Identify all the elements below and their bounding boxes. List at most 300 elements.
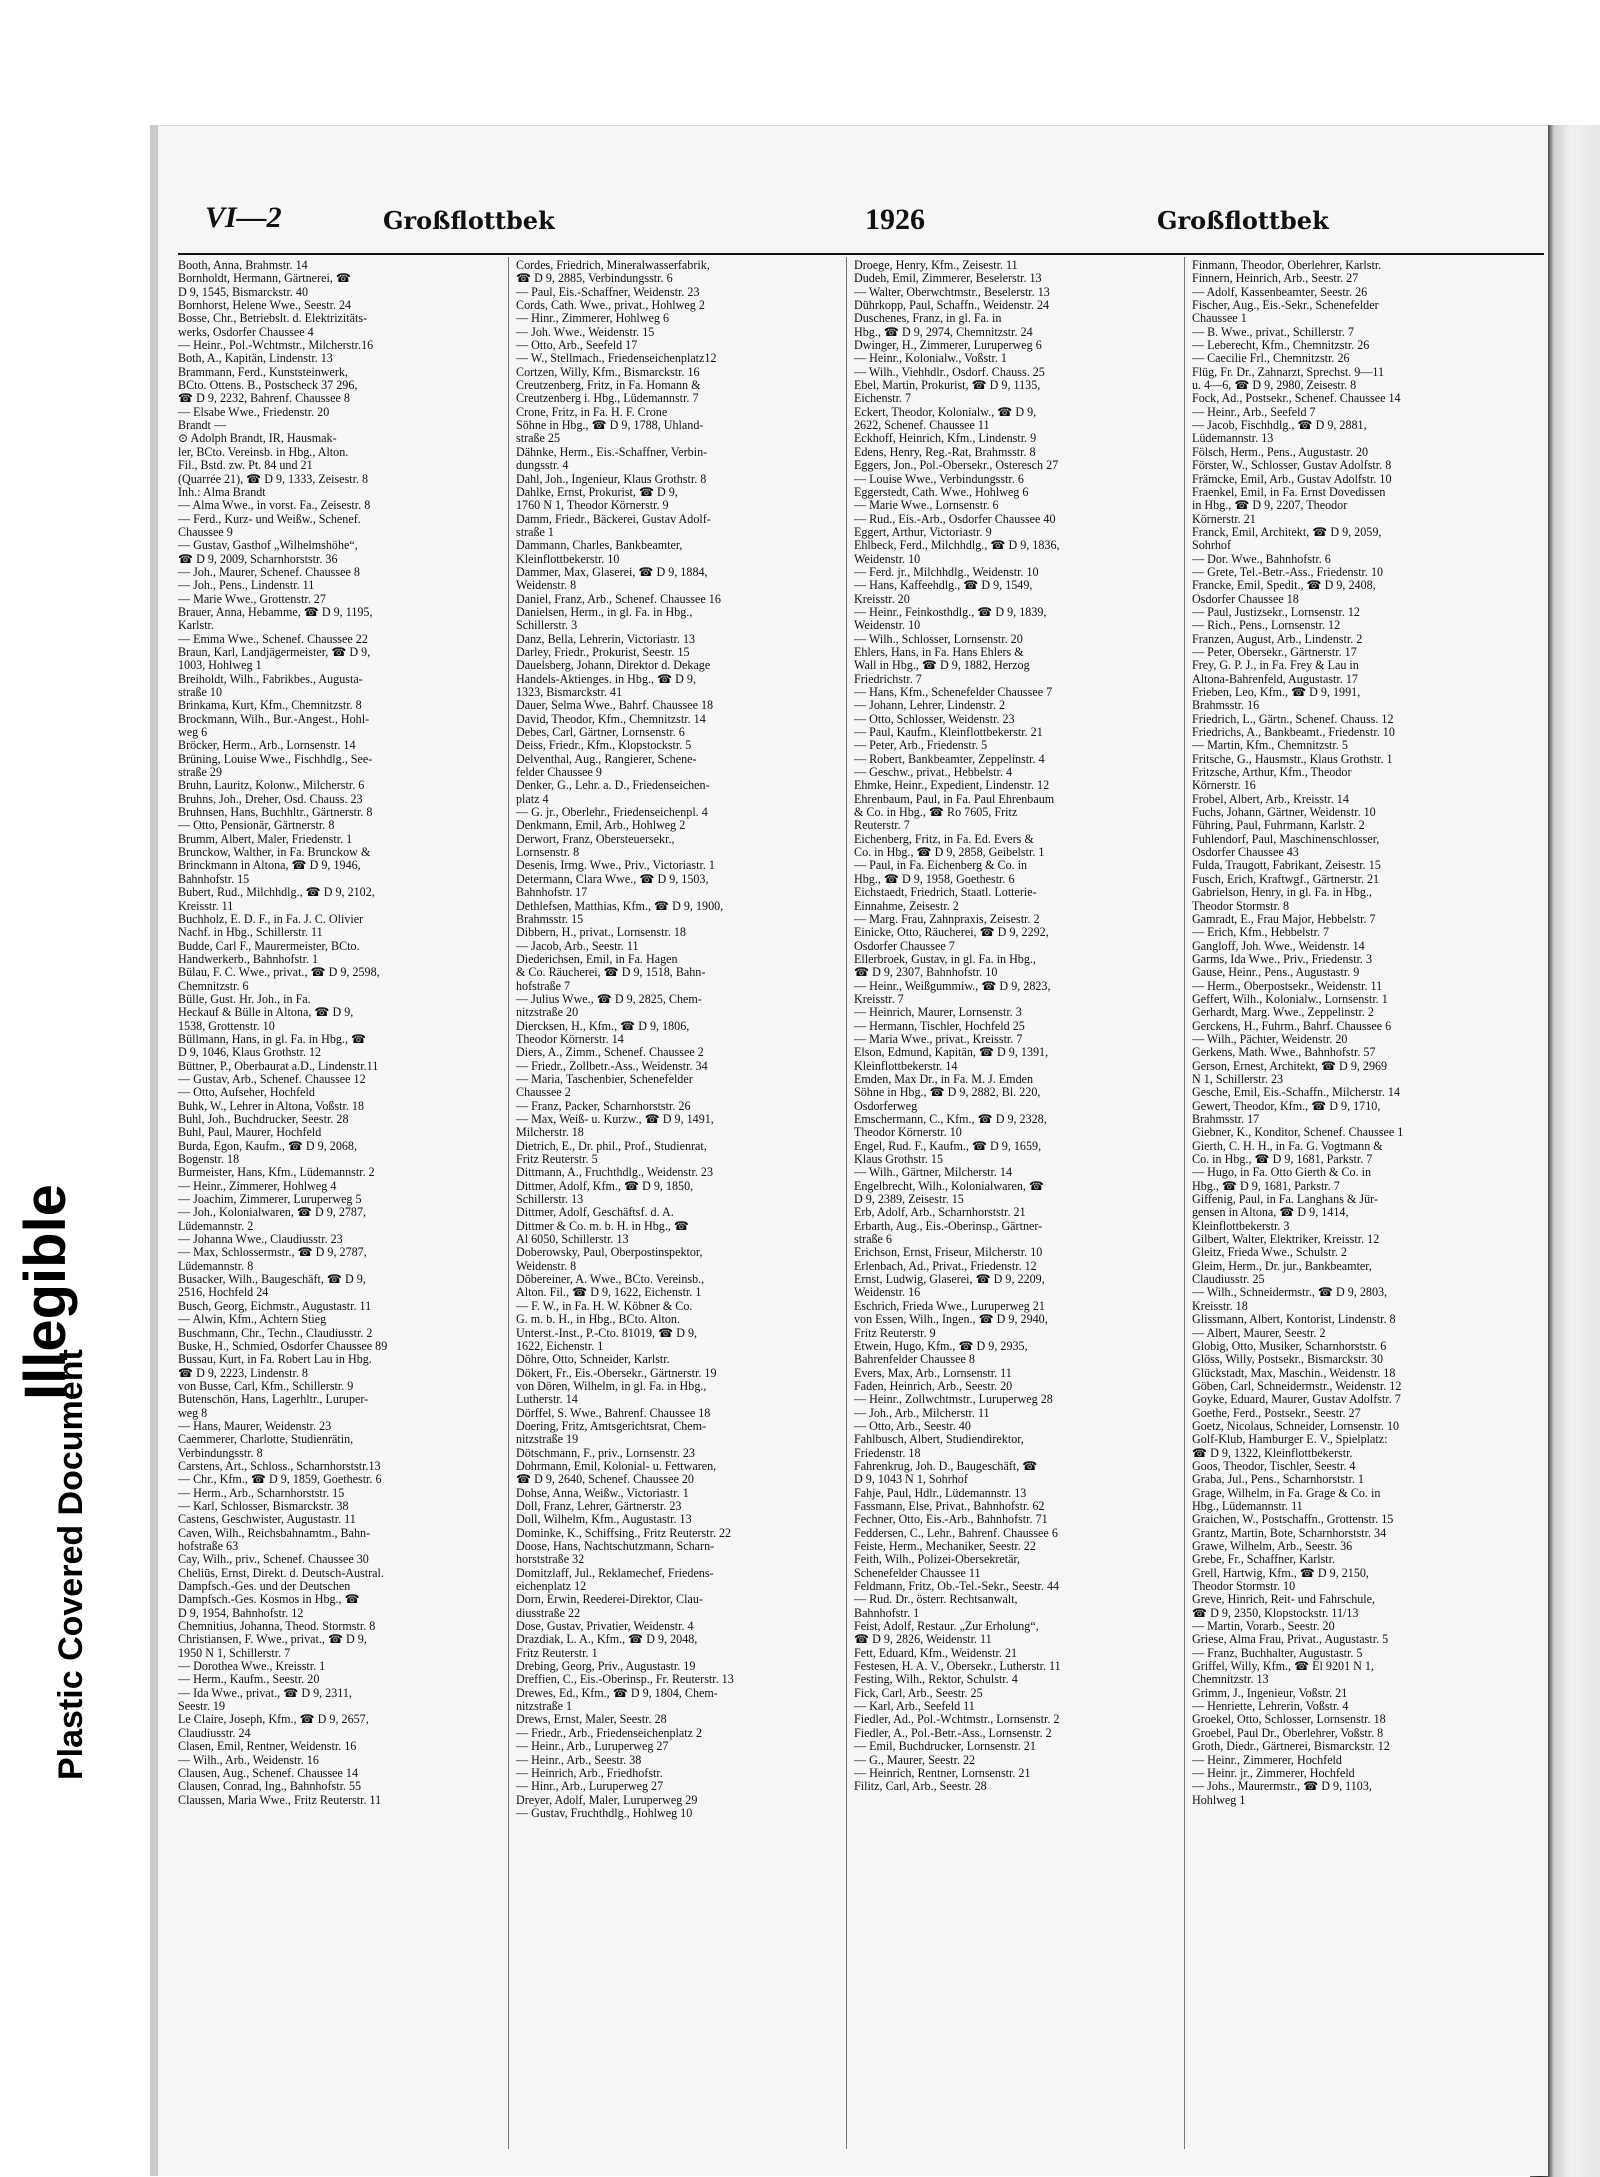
directory-entry-line: Dittmer, Adolf, Geschäftsf. d. A.	[516, 1206, 674, 1220]
directory-entry-line: — Maria, Taschenbier, Schenefelder	[516, 1072, 693, 1086]
directory-entry-line: Feldmann, Fritz, Ob.-Tel.-Sekr., Seestr. 44	[854, 1580, 1060, 1594]
directory-entry-line: — Marie Wwe., Lornsenstr. 6	[854, 499, 999, 513]
directory-entry-line: — Heinr., Arb., Seestr. 38	[516, 1753, 642, 1767]
directory-entry-line: — Wilh., Gärtner, Milcherstr. 14	[854, 1166, 1013, 1180]
directory-entry-line: Ebel, Martin, Prokurist, ☎ D 9, 1135,	[854, 379, 1041, 393]
directory-entry-line: Erb, Adolf, Arb., Scharnhorststr. 21	[854, 1206, 1026, 1220]
directory-entry-line: Al 6050, Schillerstr. 13	[516, 1233, 629, 1247]
directory-entry-line: Fick, Carl, Arb., Seestr. 25	[854, 1686, 983, 1700]
directory-entry-line: Dominke, K., Schiffsing., Fritz Reuterstr. 22	[516, 1526, 732, 1540]
directory-entry-line: — Geschw., privat., Hebbelstr. 4	[854, 766, 1013, 780]
directory-entry-line: Crone, Fritz, in Fa. H. F. Crone	[516, 405, 668, 419]
directory-entry-line: Dampfsch.-Ges. und der Deutschen	[178, 1580, 351, 1594]
directory-entry-line: Brinckmann in Altona, ☎ D 9, 1946,	[178, 859, 361, 873]
directory-entry-line: — Rich., Pens., Lornsenstr. 12	[1192, 619, 1341, 633]
directory-entry-line: Eichenstr. 7	[854, 392, 912, 406]
directory-entry-line: — Heinr., Pol.-Wchtmstr., Milcherstr.16	[178, 339, 374, 353]
directory-entry-line: Denker, G., Lehr. a. D., Friedenseichen-	[516, 779, 710, 793]
directory-entry-line: Chaussee 1	[1192, 312, 1247, 326]
directory-entry-line: Glissmann, Albert, Kontorist, Lindenstr. 8	[1192, 1313, 1396, 1327]
directory-entry-line: Handwerkerb., Bahnhofstr. 1	[178, 952, 319, 966]
directory-entry-line: Brandt —	[178, 419, 227, 433]
directory-entry-line: — Ida Wwe., privat., ☎ D 9, 2311,	[178, 1686, 352, 1700]
column-divider	[1184, 257, 1185, 2149]
directory-entry-line: — G. jr., Oberlehr., Friedenseichenpl. 4	[516, 806, 708, 820]
directory-entry-line: — Karl, Arb., Seefeld 11	[854, 1700, 975, 1714]
directory-entry-line: ☎ D 9, 1322, Kleinflottbekerstr.	[1192, 1446, 1353, 1460]
directory-entry-line: Flüg, Fr. Dr., Zahnarzt, Sprechst. 9—11	[1192, 365, 1385, 379]
directory-entry-line: — Otto, Arb., Seefeld 17	[516, 339, 638, 353]
directory-entry-line: Feist, Adolf, Restaur. „Zur Erholung“,	[854, 1620, 1039, 1634]
directory-entry-line: G. m. b. H., in Hbg., BCto. Alton.	[516, 1313, 680, 1327]
directory-entry-line: — Joh., Maurer, Schenef. Chaussee 8	[178, 565, 360, 579]
directory-entry-line: Dittmann, A., Fruchthdlg., Weidenstr. 23	[516, 1166, 713, 1180]
directory-entry-line: — Herm., Arb., Scharnhorststr. 15	[178, 1486, 345, 1500]
directory-entry-line: — Martin, Vorarb., Seestr. 20	[1192, 1620, 1335, 1634]
directory-entry-line: Filitz, Carl, Arb., Seestr. 28	[854, 1780, 987, 1794]
directory-entry-line: — Martin, Kfm., Chemnitzstr. 5	[1192, 739, 1348, 753]
directory-entry-line: von Busse, Carl, Kfm., Schillerstr. 9	[178, 1379, 354, 1393]
directory-entry-line: Kreisstr. 11	[178, 899, 234, 913]
directory-entry-line: Eggers, Jon., Pol.-Obersekr., Osteresch 27	[854, 459, 1059, 473]
directory-entry-line: BCto. Ottens. B., Postscheck 37 296,	[178, 379, 358, 393]
directory-entry-line: Brahmsstr. 16	[1192, 699, 1260, 713]
directory-entry-line: Einicke, Otto, Räucherei, ☎ D 9, 2292,	[854, 926, 1049, 940]
directory-entry-line: — Herm., Oberpostsekr., Weidenstr. 11	[1192, 979, 1383, 993]
directory-entry-line: Fölsch, Herm., Pens., Augustastr. 20	[1192, 445, 1369, 459]
directory-entry-line: Determann, Clara Wwe., ☎ D 9, 1503,	[516, 872, 709, 886]
directory-entry-line: Castens, Geschwister, Augustastr. 11	[178, 1513, 356, 1527]
directory-entry-line: ⊙ Adolph Brandt, IR, Hausmak-	[178, 432, 337, 446]
directory-entry-line: Kreisstr. 20	[854, 592, 910, 606]
directory-entry-line: — Heinr., Feinkosthdlg., ☎ D 9, 1839,	[854, 605, 1047, 619]
directory-entry-line: Greve, Hinrich, Reit- und Fahrschule,	[1192, 1593, 1376, 1607]
directory-entry-line: Dibbern, H., privat., Lornsenstr. 18	[516, 926, 686, 940]
directory-entry-line: Brunckow, Walther, in Fa. Brunckow &	[178, 846, 371, 860]
directory-entry-line: Graba, Jul., Pens., Scharnhorststr. 1	[1192, 1473, 1364, 1487]
directory-entry-line: — Emil, Buchdrucker, Lornsenstr. 21	[854, 1740, 1036, 1754]
directory-entry-line: Brauer, Anna, Hebamme, ☎ D 9, 1195,	[178, 605, 373, 619]
directory-entry-line: Altona-Bahrenfeld, Augustastr. 17	[1192, 672, 1358, 686]
directory-entry-line: — Heinrich, Maurer, Lornsenstr. 3	[854, 1006, 1022, 1020]
directory-entry-line: Sohrhof	[1192, 539, 1231, 553]
directory-entry-line: Both, A., Kapitän, Lindenstr. 13	[178, 352, 333, 366]
directory-entry-line: 2516, Hochfeld 24	[178, 1286, 269, 1300]
directory-entry-line: Osdorfer Chaussee 7	[854, 939, 955, 953]
directory-entry-line: Eichstaedt, Friedrich, Staatl. Lotterie-	[854, 886, 1037, 900]
directory-entry-line: — Adolf, Kassenbeamter, Seestr. 26	[1192, 285, 1368, 299]
directory-entry-line: Eckhoff, Heinrich, Kfm., Lindenstr. 9	[854, 432, 1037, 446]
directory-entry-line: ☎ D 9, 2232, Bahrenf. Chaussee 8	[178, 392, 350, 406]
directory-entry-line: Gabrielson, Henry, in gl. Fa. in Hbg.,	[1192, 886, 1372, 900]
directory-entry-line: 2622, Schenef. Chaussee 11	[854, 419, 990, 433]
directory-entry-line: Elson, Edmund, Kapitän, ☎ D 9, 1391,	[854, 1046, 1049, 1060]
directory-entry-line: Fritz Reuterstr. 1	[516, 1646, 598, 1660]
directory-entry-line: Theodor Stormstr. 10	[1192, 1580, 1296, 1594]
directory-entry-line: Büttner, P., Oberbaurat a.D., Lindenstr.11	[178, 1059, 379, 1073]
directory-entry-line: Dudeh, Emil, Zimmerer, Beselerstr. 13	[854, 272, 1042, 286]
directory-entry-line: Busch, Georg, Eichmstr., Augustastr. 11	[178, 1299, 372, 1313]
directory-entry-line: Frey, G. P. J., in Fa. Frey & Lau in	[1192, 659, 1359, 673]
directory-entry-line: Bussau, Kurt, in Fa. Robert Lau in Hbg.	[178, 1353, 372, 1367]
directory-entry-line: Döhre, Otto, Schneider, Karlstr.	[516, 1353, 670, 1367]
directory-entry-line: weg 8	[178, 1406, 208, 1420]
directory-entry-line: Brockmann, Wilh., Bur.-Angest., Hohl-	[178, 712, 370, 726]
directory-entry-line: Fritzsche, Arthur, Kfm., Theodor	[1192, 766, 1352, 780]
directory-entry-line: Friedrich, L., Gärtn., Schenef. Chauss. 12	[1192, 712, 1394, 726]
directory-entry-line: — G., Maurer, Seestr. 22	[854, 1753, 976, 1767]
directory-entry-line: — F. W., in Fa. H. W. Köbner & Co.	[516, 1299, 693, 1313]
directory-entry-line: Clausen, Conrad, Ing., Bahnhofstr. 55	[178, 1780, 362, 1794]
directory-entry-line: — Marie Wwe., Grottenstr. 27	[178, 592, 326, 606]
directory-entry-line: Kleinflottbekerstr. 3	[1192, 1219, 1290, 1233]
directory-entry-line: Karlstr.	[178, 619, 214, 633]
directory-entry-line: — Paul, Kaufm., Kleinflottbekerstr. 21	[854, 726, 1043, 740]
directory-entry-line: diusstraße 22	[516, 1606, 581, 1620]
directory-entry-line: Buhl, Paul, Maurer, Hochfeld	[178, 1126, 322, 1140]
directory-entry-line: Kreisstr. 7	[854, 992, 904, 1006]
directory-entry-line: — Erich, Kfm., Hebbelstr. 7	[1192, 926, 1330, 940]
directory-entry-line: — Robert, Bankbeamter, Zeppelinstr. 4	[854, 752, 1045, 766]
directory-entry-line: — Heinr., Kolonialw., Voßstr. 1	[854, 352, 1007, 366]
directory-entry-line: — Hugo, in Fa. Otto Gierth & Co. in	[1192, 1166, 1372, 1180]
directory-entry-line: Lüdemannstr. 8	[178, 1259, 254, 1273]
directory-entry-line: — Caecilie Frl., Chemnitzstr. 26	[1192, 352, 1350, 366]
directory-entry-line: Cords, Cath. Wwe., privat., Hohlweg 2	[516, 299, 705, 313]
column-divider	[508, 257, 509, 2149]
directory-entry-line: eichenplatz 12	[516, 1580, 587, 1594]
directory-entry-line: u. 4—6, ☎ D 9, 2980, Zeisestr. 8	[1192, 379, 1357, 393]
column-3	[854, 259, 1174, 2149]
directory-entry-line: Bülle, Gust. Hr. Joh., in Fa.	[178, 992, 311, 1006]
directory-entry-line: & Co. Räucherei, ☎ D 9, 1518, Bahn-	[516, 966, 706, 980]
directory-entry-line: Delventhal, Aug., Rangierer, Schene-	[516, 752, 697, 766]
directory-entry-line: Franzen, August, Arb., Lindenstr. 2	[1192, 632, 1363, 646]
directory-entry-line: Fuchs, Johann, Gärtner, Weidenstr. 10	[1192, 806, 1376, 820]
directory-entry-line: ☎ D 9, 2009, Scharnhorststr. 36	[178, 552, 338, 566]
directory-entry-line: Lutherstr. 14	[516, 1393, 578, 1407]
directory-entry-line: Gamradt, E., Frau Major, Hebbelstr. 7	[1192, 912, 1376, 926]
directory-entry-line: Verbindungsstr. 8	[178, 1446, 263, 1460]
directory-entry-line: — Wilh., Pächter, Weidenstr. 20	[1192, 1032, 1348, 1046]
directory-entry-line: Denkmann, Emil, Arb., Hohlweg 2	[516, 819, 686, 833]
directory-entry-line: Grawe, Wilhelm, Arb., Seestr. 36	[1192, 1540, 1353, 1553]
directory-entry-line: 1622, Eichenstr. 1	[516, 1339, 604, 1353]
directory-entry-line: Erbarth, Aug., Eis.-Oberinsp., Gärtner-	[854, 1219, 1043, 1233]
directory-entry-line: Dahl, Joh., Ingenieur, Klaus Grothstr. 8	[516, 472, 707, 486]
directory-entry-line: — Hinr., Zimmerer, Hohlweg 6	[516, 312, 670, 326]
directory-entry-line: Engel, Rud. F., Kaufm., ☎ D 9, 1659,	[854, 1139, 1042, 1153]
directory-entry-line: Osdorfer Chaussee 43	[1192, 846, 1299, 860]
directory-entry-line: ☎ D 9, 2885, Verbindungsstr. 6	[516, 272, 673, 286]
directory-entry-line: — B. Wwe., privat., Schillerstr. 7	[1192, 325, 1355, 339]
directory-entry-line: Clasen, Emil, Rentner, Weidenstr. 16	[178, 1740, 357, 1754]
directory-entry-line: — Dor. Wwe., Bahnhofstr. 6	[1192, 552, 1331, 566]
directory-entry-line: 1323, Bismarckstr. 41	[516, 686, 623, 699]
directory-entry-line: Weidenstr. 8	[516, 1259, 577, 1273]
directory-entry-line: Erlenbach, Ad., Privat., Friedenstr. 12	[854, 1259, 1037, 1273]
directory-entry-line: Ehrenbaum, Paul, in Fa. Paul Ehrenbaum	[854, 792, 1055, 806]
directory-entry-line: Feiste, Herm., Mechaniker, Seestr. 22	[854, 1540, 1036, 1553]
directory-entry-line: Damm, Friedr., Bäckerei, Gustav Adolf-	[516, 512, 711, 526]
column-2	[516, 259, 836, 2149]
directory-entry-line: Dreffien, C., Eis.-Oberinsp., Fr. Reuterstr. 13	[516, 1673, 734, 1687]
directory-entry-line: Doll, Wilhelm, Kfm., Augustastr. 13	[516, 1513, 692, 1527]
directory-entry-line: Fil., Bstd. zw. Pt. 84 und 21	[178, 459, 313, 473]
directory-entry-line: Bosse, Chr., Betriebslt. d. Elektrizitäts-	[178, 312, 368, 326]
column-1	[178, 259, 498, 2149]
directory-entry-line: 1760 N 1, Theodor Körnerstr. 9	[516, 499, 669, 513]
directory-entry-line: Gangloff, Joh. Wwe., Weidenstr. 14	[1192, 939, 1365, 953]
directory-entry-line: Fahlbusch, Albert, Studiendirektor,	[854, 1433, 1024, 1447]
directory-entry-line: gensen in Altona, ☎ D 9, 1414,	[1192, 1206, 1349, 1220]
directory-entry-line: — Heinrich, Arb., Friedhofstr.	[516, 1766, 663, 1780]
directory-entry-line: — Albert, Maurer, Seestr. 2	[1192, 1326, 1326, 1340]
left-running-title: Großflottbek	[383, 206, 555, 235]
directory-entry-line: (Quarrée 21), ☎ D 9, 1333, Zeisestr. 8	[178, 472, 369, 486]
directory-entry-line: Evers, Max, Arb., Lornsenstr. 11	[854, 1366, 1012, 1380]
directory-entry-line: Engelbrecht, Wilh., Kolonialwaren, ☎	[854, 1179, 1044, 1193]
directory-entry-line: Schillerstr. 13	[516, 1193, 584, 1207]
directory-entry-line: — Grete, Tel.-Betr.-Ass., Friedenstr. 10	[1192, 565, 1384, 579]
directory-entry-line: horststraße 32	[516, 1553, 585, 1567]
directory-entry-line: Claudiusstr. 24	[178, 1726, 251, 1740]
directory-entry-line: Erichson, Ernst, Friseur, Milcherstr. 10	[854, 1246, 1043, 1260]
directory-entry-line: Dietrich, E., Dr. phil., Prof., Studienrat,	[516, 1139, 707, 1153]
directory-entry-line: — Wilh., Schlosser, Lornsenstr. 20	[854, 632, 1023, 646]
directory-entry-line: Groth, Diedr., Gärtnerei, Bismarckstr. 12	[1192, 1740, 1390, 1754]
directory-entry-line: D 9, 1545, Bismarckstr. 40	[178, 285, 309, 299]
directory-entry-line: Braun, Karl, Landjägermeister, ☎ D 9,	[178, 645, 371, 659]
directory-entry-line: — Hinr., Arb., Luruperweg 27	[516, 1780, 664, 1794]
directory-entry-line: Dörffel, S. Wwe., Bahrenf. Chaussee 18	[516, 1406, 711, 1420]
directory-entry-line: — Wilh., Viehhdlr., Osdorf. Chauss. 25	[854, 365, 1045, 379]
directory-entry-line: — Otto, Schlosser, Weidenstr. 23	[854, 712, 1015, 726]
directory-entry-line: Reuterstr. 7	[854, 819, 910, 833]
directory-entry-line: Domitzlaff, Jul., Reklamechef, Friedens-	[516, 1566, 714, 1580]
directory-entry-line: — Franz, Packer, Scharnhorststr. 26	[516, 1099, 691, 1113]
directory-entry-line: Francke, Emil, Spedit., ☎ D 9, 2408,	[1192, 579, 1376, 593]
directory-entry-line: Caven, Wilh., Reichsbahnamtm., Bahn-	[178, 1526, 371, 1540]
directory-entry-line: D 9, 1043 N 1, Sohrhof	[854, 1473, 968, 1487]
directory-entry-line: Schillerstr. 3	[516, 619, 578, 633]
directory-entry-line: — Walter, Oberwchtmstr., Beselerstr. 13	[854, 285, 1050, 299]
directory-entry-line: werks, Osdorfer Chaussee 4	[178, 325, 314, 339]
directory-entry-line: Ernst, Ludwig, Glaserei, ☎ D 9, 2209,	[854, 1273, 1045, 1287]
directory-entry-line: Milcherstr. 18	[516, 1126, 584, 1140]
directory-entry-line: — Herm., Kaufm., Seestr. 20	[178, 1673, 320, 1687]
directory-entry-line: Glöss, Willy, Postsekr., Bismarckstr. 30	[1192, 1353, 1384, 1367]
directory-entry-line: — Ferd. jr., Milchhdlg., Weidenstr. 10	[854, 565, 1039, 579]
directory-entry-line: Inh.: Alma Brandt	[178, 485, 266, 499]
directory-entry-line: hofstraße 7	[516, 979, 571, 993]
directory-entry-line: — Franz, Buchhalter, Augustastr. 5	[1192, 1646, 1363, 1660]
directory-entry-line: Einnahme, Zeisestr. 2	[854, 899, 959, 913]
directory-entry-line: Weidenstr. 10	[854, 552, 921, 566]
directory-entry-line: — Peter, Obersekr., Gärtnerstr. 17	[1192, 645, 1357, 659]
directory-page	[150, 125, 1548, 2176]
directory-entry-line: Buchholz, E. D. F., in Fa. J. C. Olivier	[178, 912, 364, 926]
directory-entry-line: Hohlweg 1	[1192, 1793, 1246, 1807]
directory-entry-line: Eschrich, Frieda Wwe., Luruperweg 21	[854, 1299, 1045, 1313]
directory-entry-line: Grebe, Fr., Schaffner, Karlstr.	[1192, 1553, 1336, 1567]
directory-entry-line: — Hans, Kfm., Schenefelder Chaussee 7	[854, 686, 1053, 699]
directory-entry-line: — Heinr., Arb., Luruperweg 27	[516, 1740, 669, 1754]
directory-entry-line: — Dorothea Wwe., Kreisstr. 1	[178, 1660, 326, 1674]
directory-entry-line: Heckauf & Bülle in Altona, ☎ D 9,	[178, 1006, 354, 1020]
directory-entry-line: Fritz Reuterstr. 5	[516, 1153, 598, 1167]
directory-entry-line: Cay, Wilh., priv., Schenef. Chaussee 30	[178, 1553, 369, 1567]
directory-entry-line: Weidenstr. 16	[854, 1286, 921, 1300]
directory-entry-line: & Co. in Hbg., ☎ Ro 7605, Fritz	[854, 806, 1018, 820]
directory-entry-line: Grage, Wilhelm, in Fa. Grage & Co. in	[1192, 1486, 1381, 1500]
directory-entry-line: Clausen, Aug., Schenef. Chaussee 14	[178, 1766, 359, 1780]
directory-entry-line: — Jacob, Arb., Seestr. 11	[516, 939, 639, 953]
directory-entry-line: Buschmann, Chr., Techn., Claudiusstr. 2	[178, 1326, 373, 1340]
directory-entry-line: — Joh., Arb., Milcherstr. 11	[854, 1406, 990, 1420]
directory-entry-line: Dohse, Anna, Weißw., Victoriastr. 1	[516, 1486, 689, 1500]
directory-entry-line: — Marg. Frau, Zahnpraxis, Zeisestr. 2	[854, 912, 1040, 926]
directory-entry-line: Caemmerer, Charlotte, Studienrätin,	[178, 1433, 354, 1447]
directory-entry-line: straße 25	[516, 432, 560, 446]
directory-entry-line: Emschermann, C., Kfm., ☎ D 9, 2328,	[854, 1113, 1047, 1126]
directory-entry-line: ☎ D 9, 2640, Schenef. Chaussee 20	[516, 1473, 694, 1487]
directory-entry-line: Christiansen, F. Wwe., privat., ☎ D 9,	[178, 1633, 367, 1647]
directory-entry-line: Fahje, Paul, Hdlr., Lüdemannstr. 13	[854, 1486, 1027, 1500]
directory-entry-line: — Wilh., Schneidermstr., ☎ D 9, 2803,	[1192, 1286, 1388, 1300]
directory-entry-line: ☎ D 9, 2223, Lindenstr. 8	[178, 1366, 308, 1380]
directory-entry-line: — Maria Wwe., privat., Kreisstr. 7	[854, 1032, 1023, 1046]
directory-entry-line: Debes, Carl, Gärtner, Lornsenstr. 6	[516, 726, 685, 740]
directory-entry-line: Fiedler, Ad., Pol.-Wchtmstr., Lornsenstr. 2	[854, 1713, 1060, 1727]
directory-entry-line: — Chr., Kfm., ☎ D 9, 1859, Goethestr. 6	[178, 1473, 382, 1487]
directory-entry-line: Frieben, Leo, Kfm., ☎ D 9, 1991,	[1192, 686, 1361, 699]
directory-entry-line: Osdorferweg	[854, 1099, 918, 1113]
directory-entry-line: N 1, Schillerstr. 23	[1192, 1072, 1284, 1086]
illegible-stamp	[12, 1080, 122, 1780]
directory-entry-line: — Johs., Maurermstr., ☎ D 9, 1103,	[1192, 1780, 1372, 1794]
directory-entry-line: Söhne in Hbg., ☎ D 9, 1788, Uhland-	[516, 419, 704, 433]
directory-entry-line: Drewes, Ed., Kfm., ☎ D 9, 1804, Chem-	[516, 1686, 718, 1700]
directory-entry-line: Bahrenfelder Chaussee 8	[854, 1353, 975, 1367]
directory-entry-line: Frobel, Albert, Arb., Kreisstr. 14	[1192, 792, 1349, 806]
directory-entry-line: Chaussee 9	[178, 525, 233, 539]
directory-entry-line: Dethlefsen, Matthias, Kfm., ☎ D 9, 1900,	[516, 899, 724, 913]
directory-entry-line: Eckert, Theodor, Kolonialw., ☎ D 9,	[854, 405, 1037, 419]
directory-entry-line: — Heinr. jr., Zimmerer, Hochfeld	[1192, 1766, 1355, 1780]
directory-entry-line: ☎ D 9, 2826, Weidenstr. 11	[854, 1633, 992, 1647]
directory-entry-line: — Friedr., Arb., Friedenseichenplatz 2	[516, 1726, 703, 1740]
directory-entry-line: Buhk, W., Lehrer in Altona, Voßstr. 18	[178, 1099, 364, 1113]
directory-entry-line: Claussen, Maria Wwe., Fritz Reuterstr. 11	[178, 1793, 382, 1807]
directory-entry-line: Weidenstr. 8	[516, 579, 577, 593]
directory-entry-line: Graichen, W., Postschaffn., Grottenstr. 15	[1192, 1513, 1394, 1527]
directory-entry-line: Co. in Hbg., ☎ D 9, 2858, Geibelstr. 1	[854, 846, 1045, 860]
directory-entry-line: — Heinr., Zimmerer, Hochfeld	[1192, 1753, 1342, 1767]
directory-entry-line: Bahnhofstr. 17	[516, 886, 588, 900]
directory-entry-line: Gierth, C. H. H., in Fa. G. Vogtmann &	[1192, 1139, 1383, 1153]
directory-entry-line: Främcke, Emil, Arb., Gustav Adolfstr. 10	[1192, 472, 1392, 486]
directory-entry-line: — Joh., Pens., Lindenstr. 11	[178, 579, 315, 593]
directory-entry-line: Booth, Anna, Brahmstr. 14	[178, 259, 308, 272]
scan-margin	[0, 0, 150, 2177]
directory-entry-line: Feddersen, C., Lehr., Bahrenf. Chaussee 6	[854, 1526, 1058, 1540]
directory-entry-line: Seestr. 19	[178, 1700, 226, 1714]
directory-entry-line: D 9, 1046, Klaus Grothstr. 12	[178, 1046, 322, 1060]
directory-entry-line: D 9, 2389, Zeisestr. 15	[854, 1193, 964, 1207]
directory-entry-line: Daniel, Franz, Arb., Schenef. Chaussee 16	[516, 592, 721, 606]
directory-entry-line: — Hans, Maurer, Weidenstr. 23	[178, 1419, 332, 1433]
directory-entry-line: Breiholdt, Wilh., Fabrikbes., Augusta-	[178, 672, 363, 686]
directory-entry-line: Grell, Hartwig, Kfm., ☎ D 9, 2150,	[1192, 1566, 1369, 1580]
directory-entry-line: Emden, Max Dr., in Fa. M. J. Emden	[854, 1072, 1034, 1086]
directory-entry-line: Kreisstr. 18	[1192, 1299, 1248, 1313]
directory-entry-line: Drews, Ernst, Maler, Seestr. 28	[516, 1713, 667, 1727]
directory-entry-line: Griese, Alma Frau, Privat., Augustastr. 5	[1192, 1633, 1389, 1647]
directory-entry-line: Theodor Körnerstr. 10	[854, 1126, 962, 1140]
directory-entry-line: Gerson, Ernest, Architekt, ☎ D 9, 2969	[1192, 1059, 1388, 1073]
directory-entry-line: Groekel, Otto, Schlosser, Lornsenstr. 18	[1192, 1713, 1386, 1727]
page-header	[205, 201, 1535, 241]
right-running-title: Großflottbek	[1157, 206, 1329, 235]
directory-entry-line: Goethe, Ferd., Postsekr., Seestr. 27	[1192, 1406, 1361, 1420]
directory-entry-line: Alton. Fil., ☎ D 9, 1622, Eichenstr. 1	[516, 1286, 702, 1300]
directory-entry-line: Etwein, Hugo, Kfm., ☎ D 9, 2935,	[854, 1339, 1028, 1353]
directory-entry-line: Buhl, Joh., Buchdrucker, Seestr. 28	[178, 1113, 349, 1126]
directory-entry-line: Fahrenkrug, Joh. D., Baugeschäft, ☎	[854, 1459, 1038, 1473]
directory-entry-line: Drebing, Georg, Priv., Augustastr. 19	[516, 1660, 696, 1674]
directory-entry-line: Förster, W., Schlosser, Gustav Adolfstr. 8	[1192, 459, 1392, 473]
directory-entry-line: Theodor Stormstr. 8	[1192, 899, 1290, 913]
directory-entry-line: Kleinflottbekerstr. 10	[516, 552, 620, 566]
directory-entry-line: Dähnke, Herm., Eis.-Schaffner, Verbin-	[516, 445, 708, 459]
directory-entry-line: Bornholdt, Hermann, Gärtnerei, ☎	[178, 272, 351, 286]
directory-entry-line: Edens, Henry, Reg.-Rat, Brahmsstr. 8	[854, 445, 1036, 459]
directory-entry-line: — Hans, Kaffeehdlg., ☎ D 9, 1549,	[854, 579, 1033, 593]
directory-entry-line: Fraenkel, Emil, in Fa. Ernst Dovedissen	[1192, 485, 1386, 499]
directory-entry-line: Fulda, Traugott, Fabrikant, Zeisestr. 15	[1192, 859, 1381, 873]
directory-entry-line: Gewert, Theodor, Kfm., ☎ D 9, 1710,	[1192, 1099, 1381, 1113]
directory-entry-line: Ehlbeck, Ferd., Milchhdlg., ☎ D 9, 1836,	[854, 539, 1060, 553]
directory-entry-line: Le Claire, Joseph, Kfm., ☎ D 9, 2657,	[178, 1713, 369, 1727]
directory-entry-line: weg 6	[178, 726, 208, 740]
directory-entry-line: Fock, Ad., Postsekr., Schenef. Chaussee 14	[1192, 392, 1401, 406]
directory-entry-line: Fritsche, G., Hausmstr., Klaus Grothstr. 1	[1192, 752, 1393, 766]
directory-entry-line: — Julius Wwe., ☎ D 9, 2825, Chem-	[516, 992, 702, 1006]
directory-entry-line: Franck, Emil, Architekt, ☎ D 9, 2059,	[1192, 525, 1382, 539]
directory-entry-line: ☎ D 9, 2307, Bahnhofstr. 10	[854, 966, 998, 980]
directory-entry-line: Groebel, Paul Dr., Oberlehrer, Voßstr. 8	[1192, 1726, 1384, 1740]
directory-entry-line: Brüning, Louise Wwe., Fischhdlg., See-	[178, 752, 373, 766]
directory-entry-line: Cheliūs, Ernst, Direkt. d. Deutsch-Austral.	[178, 1566, 384, 1580]
directory-entry-line: Friedenstr. 18	[854, 1446, 921, 1460]
stamp-plastic-covered-text: Plastic Covered Document	[52, 1349, 90, 1780]
directory-entry-line: Buske, H., Schmied, Osdorfer Chaussee 89	[178, 1339, 388, 1353]
directory-entry-line: Festesen, H. A. V., Obersekr., Lutherstr. 11	[854, 1660, 1061, 1674]
directory-entry-line: Wall in Hbg., ☎ D 9, 1882, Herzog	[854, 659, 1030, 673]
directory-entry-line: Schenefelder Chaussee 11	[854, 1566, 981, 1580]
directory-entry-line: Finmann, Theodor, Oberlehrer, Karlstr.	[1192, 259, 1382, 272]
directory-entry-line: hofstraße 63	[178, 1540, 239, 1553]
directory-entry-line: — Henriette, Lehrerin, Voßstr. 4	[1192, 1700, 1349, 1714]
directory-entry-line: Chemnitius, Johanna, Theod. Stormstr. 8	[178, 1620, 376, 1634]
directory-entry-line: Söhne in Hbg., ☎ D 9, 2882, Bl. 220,	[854, 1086, 1041, 1100]
directory-entry-line: — Gustav, Fruchthdlg., Hohlweg 10	[516, 1806, 693, 1820]
directory-entry-line: Weidenstr. 10	[854, 619, 921, 633]
directory-entry-line: Dökert, Fr., Eis.-Obersekr., Gärtnerstr. 19	[516, 1366, 717, 1380]
directory-entry-line: Cortzen, Willy, Kfm., Bismarckstr. 16	[516, 365, 700, 379]
directory-entry-line: — Paul, Eis.-Schaffner, Weidenstr. 23	[516, 285, 700, 299]
